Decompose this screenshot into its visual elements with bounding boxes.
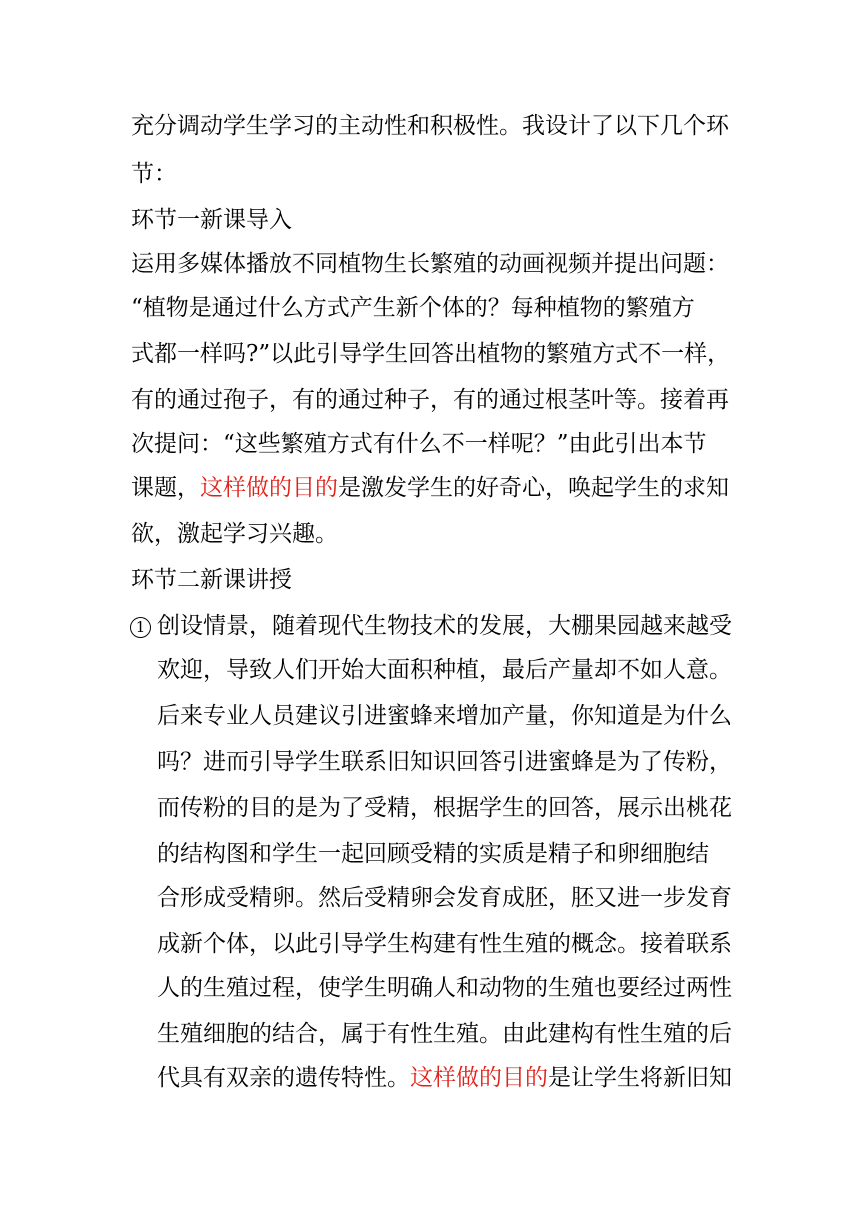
paragraph-line: 次提问：“这些繁殖方式有什么不一样呢？”由此引出本节 [131, 431, 707, 457]
list-item-line: 成新个体，以此引导学生构建有性生殖的概念。接着联系 [157, 931, 732, 957]
text-run: 代具有双亲的遗传特性。 [157, 1065, 410, 1091]
paragraph-intro-line: 充分调动学生学习的主动性和积极性。我设计了以下几个环 [131, 113, 729, 139]
paragraph-line: “植物是通过什么方式产生新个体的？每种植物的繁殖方 [131, 295, 695, 321]
circled-number-icon: 1 [130, 617, 151, 638]
paragraph-line: 运用多媒体播放不同植物生长繁殖的动画视频并提出问题： [131, 251, 729, 277]
list-item-line: 创设情景，随着现代生物技术的发展，大棚果园越来越受 [157, 613, 732, 639]
text-run: 课题， [131, 475, 200, 501]
text-run: 是让学生将新旧知 [548, 1065, 732, 1091]
list-item-line: 后来专业人员建议引进蜜蜂来增加产量，你知道是为什么 [157, 703, 732, 729]
paragraph-line: 欲，激起学习兴趣。 [131, 521, 338, 547]
list-item-line: 合形成受精卵。然后受精卵会发育成胚，胚又进一步发育 [157, 885, 732, 911]
paragraph-line: 式都一样吗?”以此引导学生回答出植物的繁殖方式不一样， [131, 341, 731, 367]
list-item-line [157, 1060, 732, 1096]
list-item-line: 的结构图和学生一起回顾受精的实质是精子和卵细胞结 [157, 841, 709, 867]
list-item-line: 吗？进而引导学生联系旧知识回答引进蜜蜂是为了传粉， [157, 749, 732, 775]
paragraph-line: 有的通过孢子，有的通过种子，有的通过根茎叶等。接着再 [131, 387, 729, 413]
paragraph-intro-line: 节： [131, 161, 177, 187]
highlight-text: 这样做的目的 [410, 1065, 548, 1091]
list-item-line: 欢迎，导致人们开始大面积种植，最后产量却不如人意。 [157, 657, 732, 683]
section-heading-lecture: 环节二新课讲授 [131, 567, 292, 593]
text-run: 是激发学生的好奇心，唤起学生的求知 [338, 475, 729, 501]
paragraph-line [131, 470, 729, 506]
section-heading-intro: 环节一新课导入 [131, 207, 292, 233]
list-item-line: 人的生殖过程，使学生明确人和动物的生殖也要经过两性 [157, 975, 732, 1001]
list-item-line: 生殖细胞的结合，属于有性生殖。由此建构有性生殖的后 [157, 1021, 732, 1047]
highlight-text: 这样做的目的 [200, 475, 338, 501]
list-item-line: 而传粉的目的是为了受精，根据学生的回答，展示出桃花 [157, 795, 732, 821]
